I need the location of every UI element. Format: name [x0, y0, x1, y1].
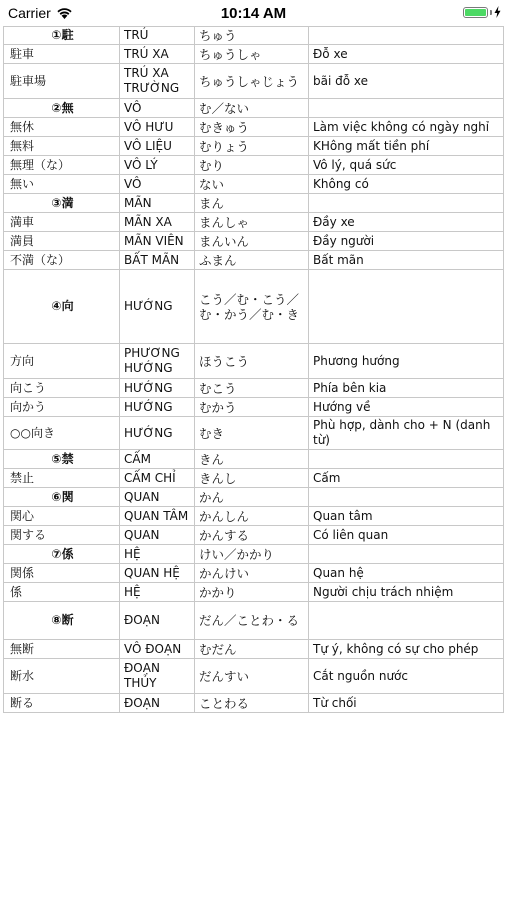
hanviet-cell: QUAN HỆ: [120, 564, 195, 583]
reading-cell: まんしゃ: [195, 213, 309, 232]
meaning-cell: Từ chối: [309, 694, 504, 713]
vocab-row: [4, 379, 504, 398]
vocab-row: [4, 564, 504, 583]
meaning-cell: KHông mất tiền phí: [309, 137, 504, 156]
hanviet-cell: QUAN TÂM: [120, 507, 195, 526]
meaning-cell: Vô lý, quá sức: [309, 156, 504, 175]
reading-cell: むりょう: [195, 137, 309, 156]
carrier-label: Carrier: [8, 5, 51, 21]
vocab-row: [4, 694, 504, 713]
hanviet-cell: HƯỚNG: [120, 398, 195, 417]
kanji-cell: 向かう: [4, 398, 120, 417]
hanviet-cell: HƯỚNG: [120, 379, 195, 398]
kanji-header-row: [4, 545, 504, 564]
kanji-header-row: [4, 602, 504, 640]
meaning-cell: [309, 545, 504, 564]
reading-cell: かんけい: [195, 564, 309, 583]
kanji-cell: ④向: [4, 270, 120, 344]
kanji-cell: 断る: [4, 694, 120, 713]
meaning-cell: Quan hệ: [309, 564, 504, 583]
status-time: 10:14 AM: [220, 5, 287, 22]
vocab-row: [4, 251, 504, 270]
reading-cell: ちゅうしゃじょう: [195, 64, 309, 99]
kanji-cell: 関係: [4, 564, 120, 583]
reading-cell: ちゅう: [195, 27, 309, 45]
reading-cell: ない: [195, 175, 309, 194]
reading-cell: むきゅう: [195, 118, 309, 137]
kanji-cell: 無断: [4, 640, 120, 659]
meaning-cell: [309, 488, 504, 507]
battery-indicator: [463, 6, 501, 18]
vocab-row: [4, 175, 504, 194]
kanji-header-row: [4, 194, 504, 213]
kanji-cell: ①駐: [4, 27, 120, 45]
vocab-row: [4, 137, 504, 156]
meaning-cell: Phù hợp, dành cho + N (danh từ): [309, 417, 504, 450]
kanji-cell: 満員: [4, 232, 120, 251]
vocab-row: [4, 64, 504, 99]
vocab-row: [4, 583, 504, 602]
hanviet-cell: MÃN: [120, 194, 195, 213]
reading-cell: きんし: [195, 469, 309, 488]
meaning-cell: Đầy xe: [309, 213, 504, 232]
vocab-row: [4, 507, 504, 526]
meaning-cell: [309, 194, 504, 213]
vocab-row: [4, 398, 504, 417]
kanji-cell: 関心: [4, 507, 120, 526]
hanviet-cell: VÔ HƯU: [120, 118, 195, 137]
meaning-cell: Bất mãn: [309, 251, 504, 270]
vocab-row: [4, 469, 504, 488]
hanviet-cell: PHƯƠNG HƯỚNG: [120, 344, 195, 379]
meaning-cell: Làm việc không có ngày nghỉ: [309, 118, 504, 137]
meaning-cell: Người chịu trách nhiệm: [309, 583, 504, 602]
hanviet-cell: VÔ: [120, 175, 195, 194]
kanji-header-row: [4, 270, 504, 344]
reading-cell: まんいん: [195, 232, 309, 251]
kanji-cell: ⑧断: [4, 602, 120, 640]
hanviet-cell: CẤM: [120, 450, 195, 469]
reading-cell: かんする: [195, 526, 309, 545]
reading-cell: かかり: [195, 583, 309, 602]
vocab-row: [4, 640, 504, 659]
reading-cell: ふまん: [195, 251, 309, 270]
meaning-cell: Tự ý, không có sự cho phép: [309, 640, 504, 659]
meaning-cell: [309, 602, 504, 640]
meaning-cell: bãi đỗ xe: [309, 64, 504, 99]
kanji-header-row: [4, 99, 504, 118]
meaning-cell: Có liên quan: [309, 526, 504, 545]
charging-bolt-icon: [494, 6, 501, 18]
hanviet-cell: HƯỚNG: [120, 417, 195, 450]
hanviet-cell: HỆ: [120, 545, 195, 564]
vocab-row: [4, 232, 504, 251]
hanviet-cell: BẤT MÃN: [120, 251, 195, 270]
reading-cell: むき: [195, 417, 309, 450]
meaning-cell: [309, 99, 504, 118]
reading-cell: むだん: [195, 640, 309, 659]
status-bar: [0, 0, 507, 26]
hanviet-cell: ĐOẠN: [120, 694, 195, 713]
reading-cell: む／ない: [195, 99, 309, 118]
vocabulary-table: [3, 26, 504, 713]
battery-icon: [463, 7, 488, 18]
kanji-cell: 向こう: [4, 379, 120, 398]
kanji-cell: 無料: [4, 137, 120, 156]
vocabulary-table-body: [4, 27, 504, 713]
kanji-cell: ⑥関: [4, 488, 120, 507]
meaning-cell: Không có: [309, 175, 504, 194]
hanviet-cell: QUAN: [120, 526, 195, 545]
meaning-cell: [309, 270, 504, 344]
kanji-header-row: [4, 488, 504, 507]
battery-fill: [465, 9, 486, 16]
kanji-cell: ②無: [4, 99, 120, 118]
hanviet-cell: HƯỚNG: [120, 270, 195, 344]
kanji-header-row: [4, 450, 504, 469]
meaning-cell: [309, 450, 504, 469]
hanviet-cell: TRÚ: [120, 27, 195, 45]
kanji-cell: 無休: [4, 118, 120, 137]
vocab-row: [4, 45, 504, 64]
reading-cell: ちゅうしゃ: [195, 45, 309, 64]
reading-cell: かんしん: [195, 507, 309, 526]
kanji-cell: 駐車: [4, 45, 120, 64]
reading-cell: だんすい: [195, 659, 309, 694]
meaning-cell: Quan tâm: [309, 507, 504, 526]
meaning-cell: Cắt nguồn nước: [309, 659, 504, 694]
vocab-row: [4, 659, 504, 694]
kanji-cell: 係: [4, 583, 120, 602]
kanji-cell: ⑤禁: [4, 450, 120, 469]
kanji-cell: 方向: [4, 344, 120, 379]
kanji-cell: 禁止: [4, 469, 120, 488]
reading-cell: きん: [195, 450, 309, 469]
hanviet-cell: VÔ: [120, 99, 195, 118]
kanji-cell: 関する: [4, 526, 120, 545]
kanji-header-row: [4, 27, 504, 45]
meaning-cell: Đỗ xe: [309, 45, 504, 64]
kanji-cell: 不満（な）: [4, 251, 120, 270]
meaning-cell: Đầy người: [309, 232, 504, 251]
hanviet-cell: TRÚ XA TRƯỜNG: [120, 64, 195, 99]
vocab-row: [4, 417, 504, 450]
kanji-cell: 断水: [4, 659, 120, 694]
reading-cell: ことわる: [195, 694, 309, 713]
reading-cell: むこう: [195, 379, 309, 398]
kanji-cell: 駐車場: [4, 64, 120, 99]
kanji-cell: 満車: [4, 213, 120, 232]
reading-cell: むり: [195, 156, 309, 175]
reading-cell: むかう: [195, 398, 309, 417]
hanviet-cell: QUAN: [120, 488, 195, 507]
hanviet-cell: CẤM CHỈ: [120, 469, 195, 488]
vocab-row: [4, 118, 504, 137]
reading-cell: けい／かかり: [195, 545, 309, 564]
meaning-cell: [309, 27, 504, 45]
kanji-cell: 無理（な）: [4, 156, 120, 175]
meaning-cell: Hướng về: [309, 398, 504, 417]
meaning-cell: Phương hướng: [309, 344, 504, 379]
reading-cell: まん: [195, 194, 309, 213]
vocab-row: [4, 156, 504, 175]
hanviet-cell: VÔ ĐOẠN: [120, 640, 195, 659]
vocab-row: [4, 526, 504, 545]
reading-cell: ほうこう: [195, 344, 309, 379]
hanviet-cell: HỆ: [120, 583, 195, 602]
hanviet-cell: ĐOẠN: [120, 602, 195, 640]
vocab-row: [4, 213, 504, 232]
kanji-cell: ○○向き: [4, 417, 120, 450]
kanji-cell: 無い: [4, 175, 120, 194]
hanviet-cell: VÔ LIỆU: [120, 137, 195, 156]
hanviet-cell: TRÚ XA: [120, 45, 195, 64]
hanviet-cell: ĐOẠN THỦY: [120, 659, 195, 694]
hanviet-cell: MÃN VIÊN: [120, 232, 195, 251]
hanviet-cell: VÔ LÝ: [120, 156, 195, 175]
reading-cell: かん: [195, 488, 309, 507]
reading-cell: こう／む・こう／む・かう／む・き: [195, 270, 309, 344]
hanviet-cell: MÃN XA: [120, 213, 195, 232]
kanji-cell: ⑦係: [4, 545, 120, 564]
meaning-cell: Cấm: [309, 469, 504, 488]
meaning-cell: Phía bên kia: [309, 379, 504, 398]
reading-cell: だん／ことわ・る: [195, 602, 309, 640]
kanji-cell: ③満: [4, 194, 120, 213]
battery-cap: [490, 10, 492, 15]
vocab-row: [4, 344, 504, 379]
